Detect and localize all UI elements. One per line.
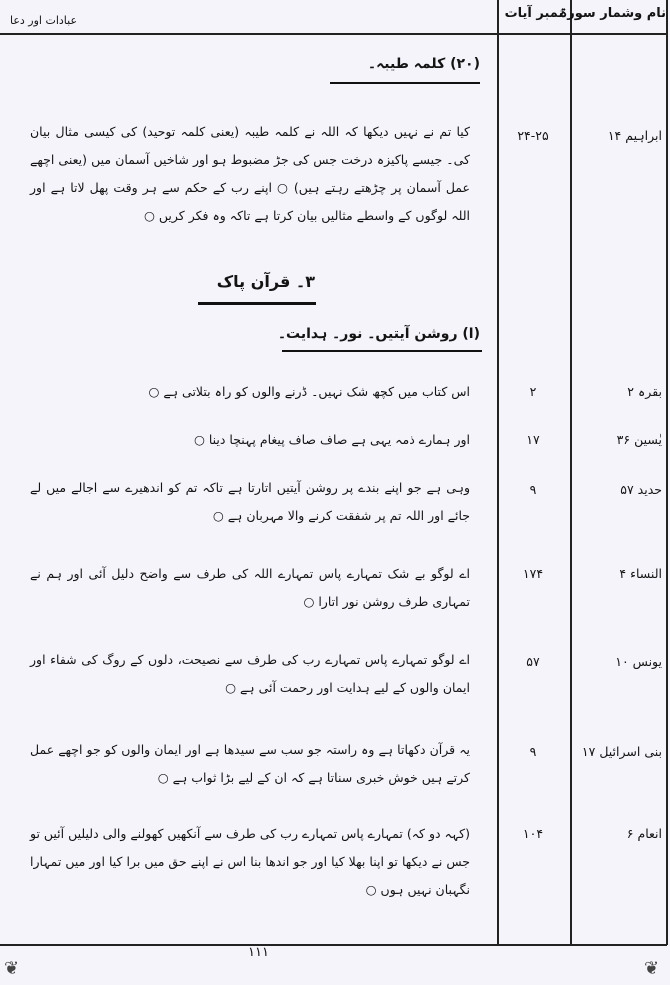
ayat-yunus: ۵۷ — [526, 654, 540, 669]
surah-hadid: حدید ۵۷ — [620, 482, 662, 497]
heading-underline — [330, 82, 480, 84]
column-header-ayat: نمبر آیات — [504, 6, 564, 21]
column-divider-ayat — [497, 0, 499, 945]
table-right-border — [666, 0, 668, 945]
section-heading-kalima: (۲۰) کلمہ طیبہ۔ — [367, 56, 480, 72]
page-number: ۱۱۱ — [248, 945, 269, 960]
subsection-underline — [282, 350, 482, 352]
subsection-heading-roshan-ayat: (ا) روشن آیتیں۔ نور۔ ہدایت۔ — [277, 326, 480, 342]
section-heading-quran: ۳۔ قرآن پاک — [216, 272, 315, 291]
text-bani-israil: یہ قرآن دکھاتا ہے وہ راستہ جو سب سے سیدھا ہے اور ایمان والوں کو جو اچھے عمل کرتے ہیں خوش خبری سناتا ہے کہ ان کے لیے بڑا ثواب ہے ○ — [30, 742, 470, 785]
ayat-baqarah: ۲ — [529, 384, 537, 399]
text-hadid: وہی ہے جو اپنے بندے پر روشن آیتیں اتارتا ہے تاکہ تم کو اندھیرے سے اجالے میں لے جائے اور اللہ تم پر شفقت کرنے والا مہربان ہے ○ — [30, 480, 470, 523]
surah-yasin: یٰسین ۳۶ — [616, 432, 662, 447]
surah-ibrahim: ابراہیم ۱۴ — [607, 128, 662, 143]
surah-yunus: یونس ۱۰ — [615, 654, 662, 669]
surah-nisa: النساء ۴ — [619, 566, 662, 581]
ayat-ibrahim: ۲۴-۲۵ — [517, 128, 549, 143]
surah-bani-israil: بنی اسرائیل ۱۷ — [581, 744, 662, 759]
text-ibrahim: کیا تم نے نہیں دیکھا کہ اللہ نے کلمہ طیبہ (یعنی کلمہ توحید) کی کیسی مثال بیان کی۔ جیسے پاکیزہ درخت جس کی جڑ مضبوط ہو اور شاخیں آسمان میں (یعنی اچھے عمل آسمان پر چڑھتے رہتے ہیں) ○ اپنے رب کے حکم سے ہر وقت پھل لاتا ہے اور اللہ لوگوں کے واسطے مثالیں بیان کرتا ہے تاکہ وہ فکر کریں ○ — [30, 124, 470, 223]
text-anam: (کہہ دو کہ) تمہارے پاس تمہارے رب کی طرف سے آنکھیں کھولنے والی دلیلیں آئیں تو جس نے دیکھا تو اپنا بھلا کیا اور جو اندھا بنا اس نے اپنے حق میں برا کیا اور میں تمہارا نگہبان نہیں ہوں ○ — [29, 826, 470, 897]
ayat-bani-israil: ۹ — [529, 744, 537, 759]
surah-anam: انعام ۶ — [626, 826, 662, 841]
ayat-nisa: ۱۷۴ — [522, 566, 544, 581]
text-baqarah: اس کتاب میں کچھ شک نہیں۔ ڈرنے والوں کو راہ بتلاتی ہے ○ — [148, 384, 470, 399]
text-yunus: اے لوگو تمہارے پاس تمہارے رب کی طرف سے نصیحت، دلوں کے روگ کی شفاء اور ایمان والوں کے لیے ہدایت اور رحمت آئی ہے ○ — [30, 652, 470, 695]
ayat-anam: ۱۰۴ — [522, 826, 544, 841]
running-title: عبادات اور دعا — [10, 14, 78, 27]
text-nisa: اے لوگو بے شک تمہارے پاس تمہارے اللہ کی طرف سے واضح دلیل آئی اور ہم نے تمہاری طرف روشن نور اتارا ○ — [30, 566, 470, 609]
section-heading-underline — [198, 302, 316, 305]
ornament-right-icon: ❦ — [644, 958, 660, 979]
ayat-hadid: ۹ — [529, 482, 537, 497]
ayat-yasin: ۱۷ — [526, 432, 540, 447]
header-separator — [0, 33, 667, 35]
ornament-left-icon: ❦ — [4, 958, 20, 979]
surah-baqarah: بقرہ ۲ — [627, 384, 662, 399]
text-yasin: اور ہمارے ذمہ یہی ہے صاف صاف پیغام پہنچا دینا ○ — [193, 432, 470, 447]
table-bottom-border — [0, 944, 667, 946]
column-divider-surah — [570, 0, 572, 945]
column-header-surah: نام وشمار سورۃ — [559, 6, 666, 21]
